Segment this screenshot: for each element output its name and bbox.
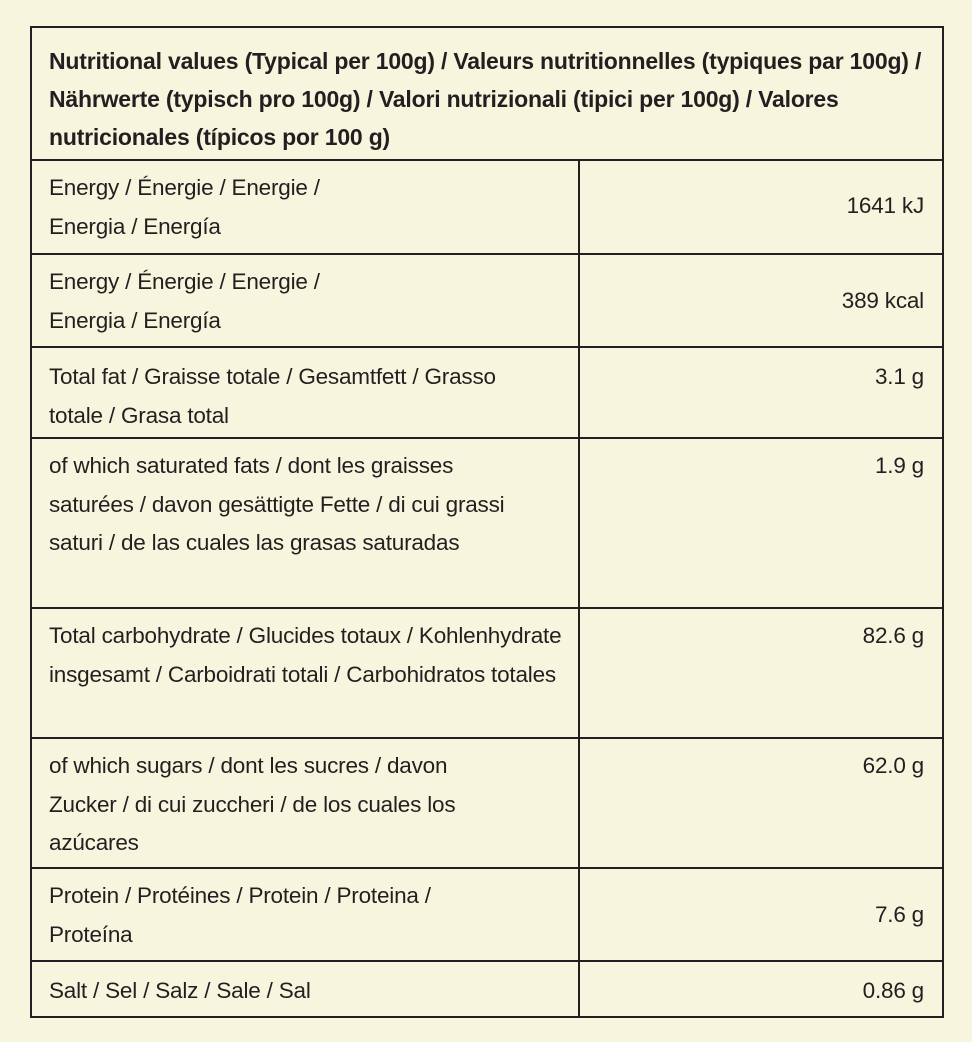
row-value: 0.86 g: [862, 978, 924, 1003]
row-value: 1.9 g: [874, 453, 924, 478]
row-value: 389 kcal: [841, 288, 924, 313]
row-value: 82.6 g: [862, 623, 924, 648]
table-row-sugars: [32, 739, 942, 869]
table-row-saturated-fats: [32, 439, 942, 609]
row-value: 1641 kJ: [846, 193, 924, 218]
row-label: Salt / Sel / Salz / Sale / Sal: [49, 978, 311, 1003]
nutrition-table-header: Nutritional values (Typical per 100g) / Valeurs nutritionnelles (typiques par 100g) / Nährwerte (typisch pro 100g) / Valori nutrizionali (tipici per 100g) / Valores nutricionales (típicos por 100 g): [32, 28, 942, 161]
row-label: Energy / Énergie / Energie / Energia / Energía: [49, 175, 320, 239]
table-row-energy-kcal: [32, 255, 942, 348]
table-row-total-fat: [32, 348, 942, 439]
nutrition-table: [30, 26, 944, 1018]
row-label: Total fat / Graisse totale / Gesamtfett / Grasso totale / Grasa total: [49, 364, 496, 428]
row-label: Total carbohydrate / Glucides totaux / Kohlenhydrate insgesamt / Carboidrati totali / Carbohidratos totales: [49, 623, 562, 687]
row-label: of which sugars / dont les sucres / davon Zucker / di cui zuccheri / de los cuales los azúcares: [49, 753, 456, 855]
row-label: Protein / Protéines / Protein / Proteina / Proteína: [49, 883, 431, 947]
table-row-protein: [32, 869, 942, 962]
table-row-energy-kj: [32, 161, 942, 255]
row-label: Energy / Énergie / Energie / Energia / Energía: [49, 269, 320, 333]
row-label: of which saturated fats / dont les graisses saturées / davon gesättigte Fette / di cui grassi saturi / de las cuales las grasas saturadas: [49, 453, 505, 555]
row-value: 62.0 g: [862, 753, 924, 778]
row-value: 7.6 g: [874, 902, 924, 927]
table-row-salt: [32, 962, 942, 1016]
row-value: 3.1 g: [874, 364, 924, 389]
table-row-total-carbohydrate: [32, 609, 942, 739]
